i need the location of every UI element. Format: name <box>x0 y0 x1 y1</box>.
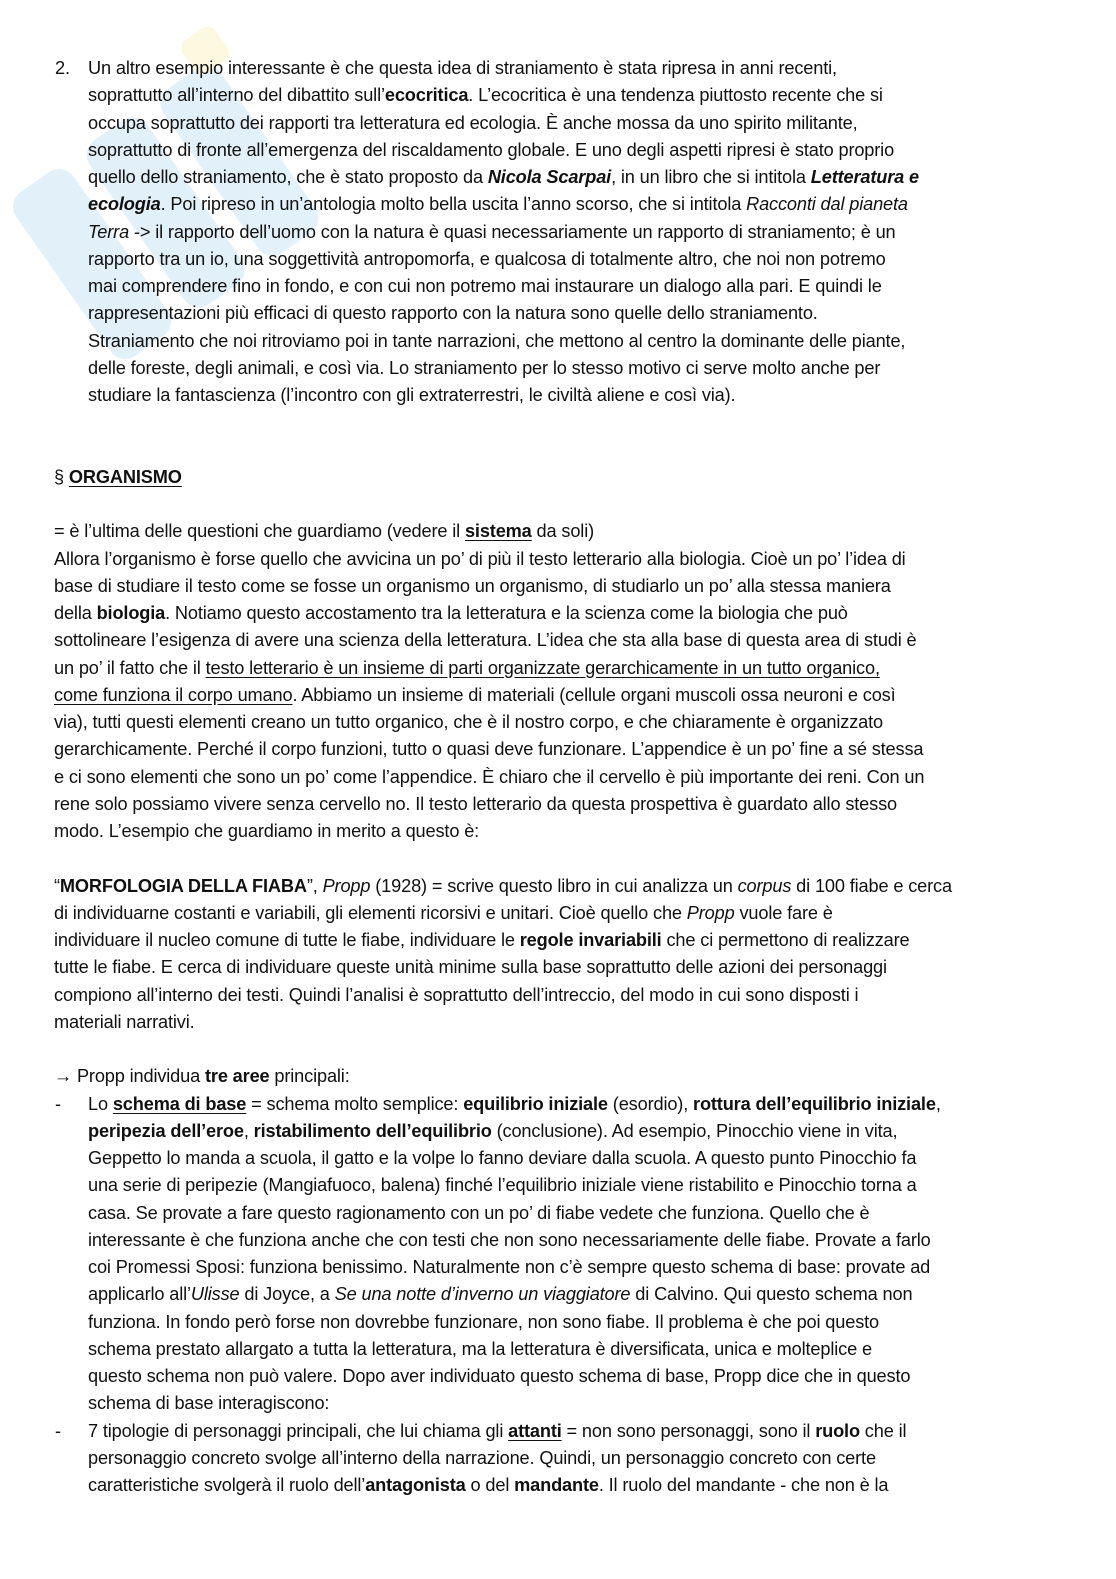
text-line <box>0 1281 1116 1308</box>
line-text <box>88 55 837 82</box>
text-line <box>0 1445 1116 1472</box>
text-line <box>0 219 1116 246</box>
text-line <box>0 1309 1116 1336</box>
text-run: studiare la fantascienza (l’incontro con gli extraterrestri, le civiltà aliene e così via). <box>88 385 736 405</box>
text-run: . Poi ripreso in un’antologia molto bella uscita l’anno scorso, che si intitola <box>160 194 747 215</box>
line-text <box>54 655 880 682</box>
line-text <box>88 1145 916 1172</box>
text-line <box>0 873 1116 900</box>
line-text <box>54 627 917 654</box>
text-line <box>0 1418 1116 1445</box>
text-line <box>0 600 1116 627</box>
formatted-text-run: ecologia <box>88 194 161 215</box>
line-text <box>54 518 594 545</box>
text-line <box>0 328 1116 355</box>
text-line <box>0 655 1116 682</box>
text-run: soprattutto all’interno del dibattito sull’ <box>88 85 385 106</box>
line-text <box>88 110 858 137</box>
line-text <box>88 1445 876 1472</box>
line-text <box>88 300 818 327</box>
text-line <box>0 1200 1116 1227</box>
text-run: materiali narrativi. <box>54 1011 195 1032</box>
line-text <box>88 1254 930 1281</box>
text-line <box>0 709 1116 736</box>
text-run: vuole fare è <box>734 902 833 923</box>
line-text <box>54 982 858 1009</box>
text-run: § <box>54 466 69 487</box>
text-line <box>0 546 1116 573</box>
line-text <box>88 82 883 109</box>
line-text <box>88 1336 872 1363</box>
line-text <box>88 191 908 218</box>
text-run: , <box>243 1120 254 1141</box>
text-run: e ci sono elementi che sono un po’ come l’appendice. È chiaro che il cervello è più importante dei reni. Con un <box>54 766 925 787</box>
text-line <box>0 573 1116 600</box>
line-text <box>88 137 894 164</box>
formatted-text-run: schema di base <box>112 1093 247 1114</box>
line-text <box>54 818 479 845</box>
text-run: = è l’ultima delle questioni che guardiamo (vedere il <box>54 521 465 542</box>
text-run: individuare il nucleo comune di tutte le fiabe, individuare le <box>54 930 520 950</box>
line-text <box>88 1281 912 1308</box>
text-run: rappresentazioni più efficaci di questo rapporto con la natura sono quelle dello straniamento. <box>88 303 818 324</box>
text-run: sottolineare l’esigenza di avere una scienza della letteratura. L’idea che sta alla base di questa area di studi è <box>54 630 917 651</box>
text-run: “ <box>54 875 60 896</box>
text-line <box>0 1254 1116 1281</box>
text-run: occupa soprattutto dei rapporti tra letteratura ed ecologia. È anche mossa da uno spirito militante, <box>88 112 858 133</box>
text-line <box>0 246 1116 273</box>
text-run: Allora l’organismo è forse quello che avvicina un po’ di più il testo letterario alla biologia. Cioè un po’ l’idea di <box>54 548 906 569</box>
text-run: che il <box>859 1420 907 1441</box>
text-line <box>0 764 1116 791</box>
text-run: (conclusione). Ad esempio, Pinocchio viene in vita, <box>491 1120 898 1141</box>
text-line <box>0 682 1116 709</box>
document-page <box>0 55 1116 1499</box>
text-run: → Propp individua <box>54 1066 205 1087</box>
formatted-text-run: tre aree <box>204 1066 270 1087</box>
line-text <box>88 219 896 246</box>
line-text <box>54 1063 350 1090</box>
line-text <box>54 954 887 981</box>
text-line <box>0 982 1116 1009</box>
line-text <box>54 546 906 573</box>
text-run: applicarlo all’ <box>88 1284 191 1305</box>
text-run: questo schema non può valere. Dopo aver individuato questo schema di base, Propp dice che in questo <box>88 1366 911 1386</box>
text-line <box>0 1091 1116 1118</box>
text-run: tutte le fiabe. E cerca di individuare queste unità minime sulla base soprattutto delle azioni dei personaggi <box>54 957 887 978</box>
line-text <box>88 164 919 191</box>
formatted-text-run: ORGANISMO <box>68 466 182 487</box>
text-line <box>0 82 1116 109</box>
text-line <box>0 55 1116 82</box>
text-run: quello dello straniamento, che è stato proposto da <box>88 167 488 187</box>
text-line <box>0 736 1116 763</box>
text-line <box>0 273 1116 300</box>
text-run: compiono all’interno dei testi. Quindi l’analisi è soprattutto dell’intreccio, del modo in cui sono disposti i <box>54 984 859 1005</box>
text-run: ”, <box>306 875 323 896</box>
text-line <box>0 1336 1116 1363</box>
formatted-text-run: Propp <box>322 875 371 896</box>
line-text <box>54 682 896 709</box>
formatted-text-run: equilibrio iniziale <box>463 1093 608 1114</box>
text-run: -> il rapporto dell’uomo con la natura è quasi necessariamente un rapporto di straniamento; è un <box>129 221 896 242</box>
text-run: Un altro esempio interessante è che questa idea di straniamento è stata ripresa in anni recenti, <box>88 58 837 78</box>
formatted-text-run: ruolo <box>815 1420 860 1441</box>
formatted-text-run: MORFOLOGIA DELLA FIABA <box>59 875 307 896</box>
text-run: delle foreste, degli animali, e così via. Lo straniamento per lo stesso motivo ci serve molto anche per <box>88 357 881 378</box>
blank-line <box>0 409 1116 436</box>
text-run: da soli) <box>531 521 594 542</box>
blank-line <box>0 491 1116 518</box>
text-run: . L’ecocritica è una tendenza piuttosto recente che si <box>468 85 883 106</box>
line-text <box>88 246 886 273</box>
line-text <box>88 382 735 409</box>
text-line <box>0 1063 1116 1090</box>
text-run: modo. L’esempio che guardiamo in merito a questo è: <box>54 821 480 841</box>
text-run: principali: <box>269 1066 350 1087</box>
text-line <box>0 1118 1116 1145</box>
list-number: 2. <box>55 58 70 78</box>
text-run: di individuarne costanti e variabili, gli elementi ricorsivi e unitari. Cioè quello che <box>54 902 687 923</box>
line-text <box>54 900 833 927</box>
text-run: rapporto tra un io, una soggettività antropomorfa, e qualcosa di totalmente altro, che noi non potremo <box>88 248 886 269</box>
text-run: = non sono personaggi, sono il <box>561 1420 816 1441</box>
text-line <box>0 954 1116 981</box>
text-run: coi Promessi Sposi: funziona benissimo. Naturalmente non c’è sempre questo schema di base: provate ad <box>88 1257 931 1277</box>
text-run: soprattutto di fronte all’emergenza del riscaldamento globale. E uno degli aspetti ripresi è stato proprio <box>88 139 895 160</box>
formatted-text-run: Racconti dal pianeta <box>746 194 908 215</box>
text-run: Lo <box>88 1093 113 1114</box>
formatted-text-run: Letteratura e <box>810 167 920 187</box>
line-text <box>88 1227 931 1254</box>
line-text <box>54 464 182 491</box>
text-line <box>0 900 1116 927</box>
text-run: personaggio concreto svolge all’interno della narrazione. Quindi, un personaggio concreto con certe <box>88 1447 876 1468</box>
formatted-text-run: Propp <box>686 902 735 923</box>
text-run: funziona. In fondo però forse non dovrebbe funzionare, non sono fiabe. Il problema è che poi questo <box>88 1311 880 1332</box>
line-text <box>54 873 952 900</box>
formatted-text-run: antagonista <box>365 1475 466 1495</box>
formatted-text-run: sistema <box>464 521 532 542</box>
text-line <box>0 110 1116 137</box>
text-run: Straniamento che noi ritroviamo poi in tante narrazioni, che mettono al centro la dominante delle piante, <box>88 330 906 351</box>
formatted-text-run: come funziona il corpo umano <box>54 684 293 705</box>
line-text <box>88 1200 870 1227</box>
line-text <box>88 355 880 382</box>
text-line <box>0 927 1116 954</box>
text-line <box>0 1472 1116 1499</box>
formatted-text-run: Terra <box>88 221 130 242</box>
text-run: interessante è che funziona anche che con testi che non sono necessariamente delle fiabe. Provate a farlo <box>88 1229 931 1250</box>
text-run: di Calvino. Qui questo schema non <box>630 1284 913 1305</box>
text-line <box>0 1390 1116 1417</box>
text-run: schema prestato allargato a tutta la letteratura, ma la letteratura è diversificata, unica e molteplice e <box>88 1338 872 1359</box>
line-text <box>88 1172 917 1199</box>
blank-line <box>0 1036 1116 1063</box>
text-line <box>0 137 1116 164</box>
text-line <box>0 382 1116 409</box>
text-run: casa. Se provate a fare questo ragionamento con un po’ di fiabe vedete che funziona. Quello che è <box>88 1202 870 1223</box>
formatted-text-run: regole invariabili <box>519 930 662 950</box>
formatted-text-run: testo letterario è un insieme di parti organizzate gerarchicamente in un tutto organico, <box>205 657 880 678</box>
formatted-text-run: Ulisse <box>190 1284 240 1305</box>
text-run: base di studiare il testo come se fosse un organismo un organismo, di studiarlo un po’ alla stessa maniera <box>54 575 891 596</box>
line-text <box>54 600 848 627</box>
text-line <box>0 1172 1116 1199</box>
formatted-text-run: attanti <box>508 1420 562 1441</box>
text-run: di 100 fiabe e cerca <box>791 875 952 896</box>
line-text <box>88 1091 941 1118</box>
line-text <box>88 1472 888 1499</box>
formatted-text-run: ecocritica <box>384 85 469 106</box>
line-text <box>88 1118 897 1145</box>
line-text <box>88 1418 906 1445</box>
line-text <box>88 273 882 300</box>
text-run: (1928) = scrive questo libro in cui analizza un <box>370 875 738 896</box>
text-line <box>0 1009 1116 1036</box>
formatted-text-run: rottura dell’equilibrio iniziale <box>693 1093 936 1114</box>
formatted-text-run: peripezia dell’eroe <box>88 1120 244 1141</box>
text-line <box>0 164 1116 191</box>
text-line <box>0 791 1116 818</box>
text-run: , in un libro che si intitola <box>611 167 811 187</box>
text-run: 7 tipologie di personaggi principali, che lui chiama gli <box>88 1420 509 1441</box>
text-run: . Notiamo questo accostamento tra la letteratura e la scienza come la biologia che può <box>165 603 848 623</box>
list-bullet: - <box>55 1420 61 1441</box>
text-run: mai comprendere fino in fondo, e con cui non potremo mai instaurare un dialogo alla pari. E quindi le <box>88 276 882 296</box>
line-text <box>54 791 897 818</box>
text-line <box>0 818 1116 845</box>
text-line <box>0 1145 1116 1172</box>
text-line <box>0 191 1116 218</box>
text-run: di Joyce, a <box>239 1284 335 1305</box>
text-run: della <box>54 603 97 623</box>
text-line <box>0 300 1116 327</box>
text-run: Geppetto lo manda a scuola, il gatto e la volpe lo fanno deviare dalla scuola. A questo punto Pinocchio fa <box>88 1148 917 1168</box>
text-run: rene solo possiamo vivere senza cervello no. Il testo letterario da questa prospettiva è guardato allo stesso <box>54 793 897 814</box>
text-run: (esordio), <box>607 1093 694 1114</box>
text-run: schema di base interagiscono: <box>88 1393 330 1414</box>
blank-line <box>0 437 1116 464</box>
blank-line <box>0 845 1116 872</box>
text-line <box>0 1363 1116 1390</box>
text-run: . Il ruolo del mandante - che non è la <box>598 1475 889 1495</box>
text-run: che ci permettono di realizzare <box>661 930 910 950</box>
line-text <box>88 1390 329 1417</box>
line-text <box>54 764 924 791</box>
text-line <box>0 1227 1116 1254</box>
text-run: = schema molto semplice: <box>246 1093 464 1114</box>
line-text <box>54 736 923 763</box>
line-text <box>54 709 883 736</box>
line-text <box>54 927 910 954</box>
formatted-text-run: mandante <box>514 1475 599 1495</box>
formatted-text-run: biologia <box>96 603 166 623</box>
formatted-text-run: Se una notte d’inverno un viaggiatore <box>334 1284 631 1305</box>
formatted-text-run: ristabilimento dell’equilibrio <box>253 1120 492 1141</box>
text-run: via), tutti questi elementi creano un tutto organico, che è il nostro corpo, e che chiaramente è organizzato <box>54 712 883 732</box>
text-line <box>0 355 1116 382</box>
text-run: un po’ il fatto che il <box>54 657 206 678</box>
line-text <box>88 1363 910 1390</box>
text-run: gerarchicamente. Perché il corpo funzioni, tutto o quasi deve funzionare. L’appendice è un po’ fine a sé stessa <box>54 739 924 760</box>
text-line <box>0 627 1116 654</box>
text-line <box>0 518 1116 545</box>
text-run: caratteristiche svolgerà il ruolo dell’ <box>88 1475 366 1495</box>
line-text <box>54 573 891 600</box>
line-text <box>88 328 905 355</box>
formatted-text-run: Nicola Scarpai <box>487 167 612 187</box>
formatted-text-run: corpus <box>737 875 792 896</box>
line-text <box>88 1309 879 1336</box>
text-run: , <box>935 1093 941 1114</box>
line-text <box>54 1009 195 1036</box>
text-run: . Abbiamo un insieme di materiali (cellule organi muscoli ossa neuroni e così <box>292 684 896 705</box>
list-bullet: - <box>55 1093 61 1114</box>
text-run: o del <box>465 1475 515 1495</box>
text-line <box>0 464 1116 491</box>
text-run: una serie di peripezie (Mangiafuoco, balena) finché l’equilibrio iniziale viene ristabilito e Pinocchio torna a <box>88 1175 917 1196</box>
